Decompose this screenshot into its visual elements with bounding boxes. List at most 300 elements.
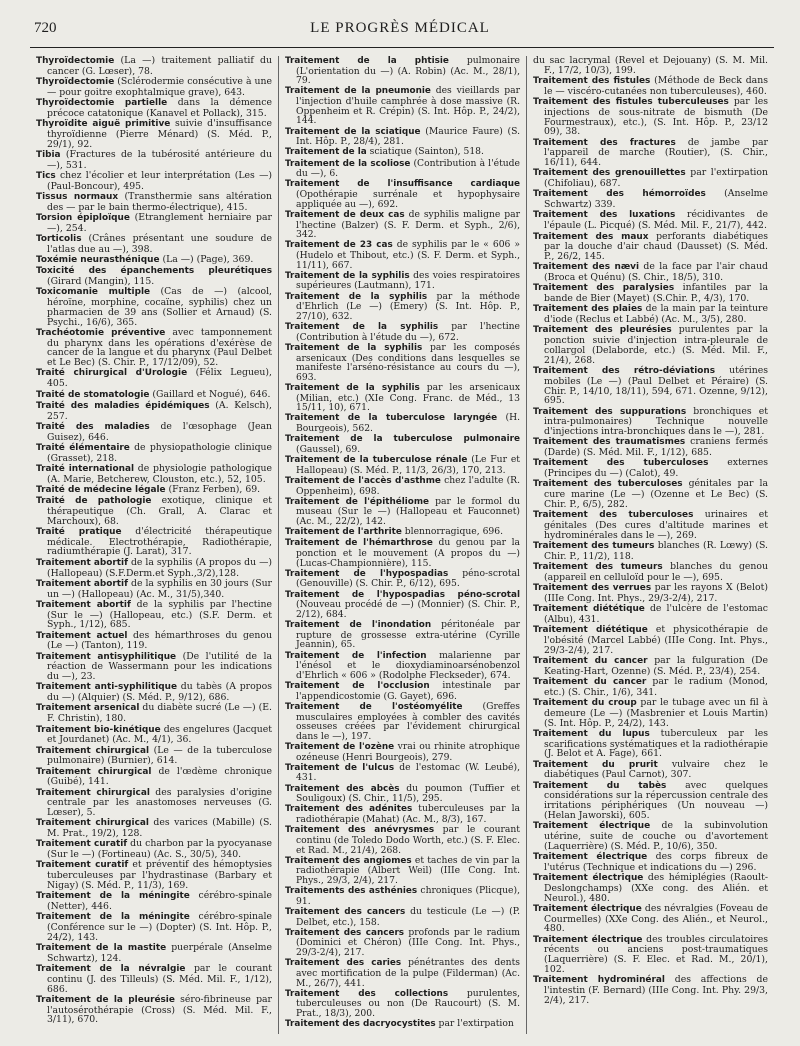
entry-heading: Traitement de la pleurésie — [36, 994, 175, 1005]
entry-heading: Thyroïdectomie partielle — [36, 98, 168, 109]
entry-text: blanches du genou (appareil en celluloïd pour le —), 695. — [544, 561, 768, 583]
entry-text: par la fulguration (De Keating-Hart, Ozenne) (S. Méd. P., 23/4), 254. — [544, 654, 769, 677]
entry-text: cérébro-spinale (Conférence sur le —) (Dopter) (S. Int. Hôp. P., 24/2), 143. — [47, 911, 272, 943]
entry-heading: Traitement des anévrysmes — [285, 825, 435, 836]
entry-text: perforants diabétiques par la douche d'air chaud (Dausset) (S. Méd. P., 26/2, 145. — [544, 230, 769, 263]
index-entry — [285, 434, 520, 454]
index-entry — [533, 541, 768, 562]
index-entry — [533, 283, 768, 304]
index-entry — [36, 788, 272, 818]
entry-heading: Traitement des pleurésies — [533, 325, 672, 336]
entry-text: (Le Fur et Hallopeau) (S. Méd. P., 11/3, 26/3), 170, 213. — [296, 454, 520, 476]
index-entry — [36, 767, 272, 788]
entry-heading: Traitement de l'hypospadias — [285, 568, 449, 579]
entry-heading: Traitement des abcès — [285, 783, 400, 794]
index-entry — [285, 620, 520, 650]
index-entry — [36, 150, 272, 171]
entry-text: du genou par la ponction et le mouvement (A propos du —) (Lucas-Championnière), 115. — [296, 537, 520, 569]
entry-heading: Traité des maladies épidémiques — [36, 400, 210, 411]
entry-heading: Traité international — [36, 463, 135, 474]
entry-text: du poumon (Tuffier et Souligoux) (S. Chir., 11/5), 295. — [296, 782, 521, 805]
entry-heading: Traitement des angiomes — [285, 855, 412, 866]
index-entry — [533, 510, 768, 540]
entry-heading: Traitement de la tuberculose pulmonaire — [285, 434, 520, 445]
entry-text: vrai ou rhinite atrophique ozéneuse (Henri Bourgeois), 279. — [296, 740, 520, 763]
index-entry — [285, 763, 520, 783]
entry-heading: Traitement des nævi — [533, 262, 640, 273]
index-entry — [533, 821, 768, 851]
entry-heading: Toxicomanie multiple — [36, 287, 151, 298]
index-entry — [533, 781, 768, 821]
entry-text: puerpérale (Anselme Schwartz), 124. — [47, 942, 272, 964]
entry-text: (Crânes présentant une soudure de l'atlas due au —), 398. — [47, 233, 272, 255]
entry-text: (Sclérodermie consécutive à une — pour goitre exophtalmique grave), 643. — [47, 76, 272, 98]
index-entry — [533, 304, 768, 325]
entry-text: chez l'écolier et leur interprétation (Les —) (Paul-Boncour), 495. — [47, 169, 272, 192]
entry-text: infantiles par la bande de Bier (Mayet) (S.Chir. P., 4/3), 170. — [544, 282, 768, 305]
index-entry — [285, 569, 520, 589]
index-entry — [285, 928, 520, 958]
entry-text: tuberculeux par les scarifications systématiques et la radiothérapie (J. Belot et A. Fage), 661. — [544, 727, 768, 760]
entry-text: de l'ulcère de l'estomac (Albu), 431. — [544, 603, 769, 625]
entry-text: pénétrantes des dents avec mortification de la pulpe (Filderman) (Ac. M., 26/7), 441. — [296, 957, 520, 989]
index-entry — [533, 437, 768, 458]
entry-text: craniens fermés (Darde) (S. Méd. Mil. F., 1/12), 685. — [544, 436, 768, 459]
page-header — [0, 0, 800, 60]
entry-text: (Contribution à l'étude du —), 6. — [296, 157, 520, 180]
entry-heading: Tics — [36, 170, 56, 181]
entry-text: (Fractures de la tubérosité antérieure du —), 531. — [47, 148, 272, 171]
index-entry — [36, 213, 272, 234]
entry-text: de la syphilis (A propos du —) (Hallopeau) (S.F.Derm.et Syph.,3/2),128. — [47, 556, 273, 579]
entry-text: cérébro-spinale (Netter), 446. — [47, 890, 272, 913]
index-entry — [36, 287, 272, 327]
entry-heading: Traitement abortif — [36, 599, 131, 610]
entry-text: péritonéale par rupture de grossesse extra-utérine (Cyrille Jeannin), 65. — [296, 619, 520, 651]
entry-heading: Traité pratique — [36, 526, 122, 537]
index-entry — [36, 77, 272, 98]
entry-text: (La —) (Page), 369. — [159, 254, 254, 266]
index-entry — [36, 652, 272, 682]
index-entry — [285, 86, 520, 126]
entry-text: par l'extirpation (Chifoliau), 687. — [544, 167, 768, 190]
index-entry — [533, 904, 768, 934]
index-entry — [533, 76, 768, 97]
entry-heading: Traitement de l'hémarthrose — [285, 538, 433, 549]
index-entry — [533, 760, 768, 781]
index-entry — [533, 479, 768, 509]
entry-heading: Traitement de l'ulcus — [285, 762, 395, 773]
index-entry — [36, 912, 272, 942]
index-entry — [533, 458, 768, 479]
index-entry — [533, 56, 768, 76]
index-entry — [285, 271, 520, 291]
entry-text: et taches de vin par la radiothérapie (Albert Weil) (IIIe Cong. Int. Phys., 29/3, 2/4), 217. — [296, 854, 520, 886]
entry-heading: Traitement des luxations — [533, 210, 676, 221]
entry-text: de la syphilis par l'hectine (Sur le —) (Hallopeau, etc.) (S.F. Derm. et Syph., 1/12), 685. — [47, 598, 273, 631]
entry-text: par le courant continu (J. des Tilleuls) (S. Méd. Mil. F., 1/12), 686. — [47, 963, 272, 995]
index-entry — [533, 262, 768, 283]
entry-heading: Toxicité des épanchements pleurétiques — [36, 266, 272, 277]
entry-heading: Traitement de l'inondation — [285, 620, 432, 631]
entry-heading: Traitement de l'accès d'asthme — [285, 475, 441, 486]
entry-text: (Transthermie sans altération des — par le bain thermo-électrique), 415. — [47, 190, 272, 213]
entry-heading: Traitement de la syphilis — [285, 291, 428, 302]
index-entry — [285, 538, 520, 568]
index-entry — [533, 852, 768, 873]
entry-heading: Traitement de l'insuffisance cardiaque — [285, 179, 520, 190]
index-entry — [36, 255, 272, 266]
entry-heading: Traitement diététique — [533, 604, 645, 615]
entry-heading: Traitement du prurit — [533, 759, 658, 770]
entry-text: de syphilis maligne par l'hectine (Balzer) (S. F. Derm. et Syph., 2/6), 342. — [296, 208, 521, 241]
entry-text: purulentes, tuberculeuses ou non (De Raucourt) (S. M. Prat., 18/3), 200. — [296, 987, 520, 1020]
entry-heading: Traitements des asthénies — [285, 886, 418, 897]
index-entry — [285, 147, 520, 158]
entry-heading: Traitement du cancer — [533, 655, 648, 666]
index-entry — [36, 266, 272, 287]
entry-text: intestinale par l'appendicostomie (G. Gayet), 696. — [296, 680, 520, 702]
entry-text: du charbon par la pyocyanase (Sur le —) (Fortineau) (Ac. S., 30/5), 340. — [47, 838, 272, 861]
entry-text: suivie d'insuffisance thyroïdienne (Pierre Ménard) (S. Méd. P., 29/1), 92. — [47, 118, 272, 150]
index-entry — [36, 839, 272, 860]
index-entry — [533, 325, 768, 365]
entry-text: du testicule (Le —) (P. Delbet, etc.), 158. — [296, 905, 520, 928]
entry-text: utérines mobiles (Le —) (Paul Delbet et Péraire) (S. Chir. P., 14/10, 18/11), 594, 671. Ozenne, 9/12), 695. — [544, 364, 769, 407]
entry-text: par les composés arsenicaux (Des conditions dans lesquelles se manifeste l'arséno-résistance au cours du —), 693. — [296, 341, 520, 383]
entry-heading: Traitement de l'hypospadias péno-scrotal — [285, 589, 520, 600]
entry-heading: Traitement des hémorroïdes — [533, 189, 706, 200]
entry-heading: Traitement de la — [285, 147, 367, 158]
entry-text: (Le — de la tuberculose pulmonaire) (Burnier), 614. — [47, 744, 272, 767]
entry-text: (Cas de —) (alcool, héroïne, morphine, cocaïne, syphilis) chez un pharmacien de 39 ans (Sollier et Arnaud) (S. Psychi., 16/6), 365. — [47, 286, 272, 328]
entry-heading: Traitement du lupus — [533, 728, 650, 739]
entry-heading: Traitement des tuberculoses — [533, 510, 694, 521]
entry-heading: Traitement de l'infection — [285, 650, 427, 661]
index-entry — [285, 825, 520, 855]
entry-text: (Nouveau procédé de —) (Monnier) (S. Chir. P., 2/12), 684. — [296, 599, 520, 620]
entry-text: (Anselme Schwartz) 339. — [544, 188, 768, 211]
entry-text: par la méthode d'Ehrlich (Le —) (Emery) (S. Int. Hôp. P., 27/10), 632. — [296, 290, 520, 322]
entry-text: des vieillards par l'injection d'huile camphrée à dose massive (R. Oppenheim et R. Crépin) (S. Int. Hôp. P., 24/2), 144. — [296, 85, 520, 127]
index-entry — [285, 413, 520, 433]
entry-heading: Traitement de la sciatique — [285, 126, 421, 137]
entry-text: par le radium (Monod, etc.) (S. Chir., 1/6), 341. — [544, 675, 769, 698]
index-entry — [533, 189, 768, 210]
entry-heading: Thyroïdectomie — [36, 77, 115, 88]
entry-heading: Traitement de la tuberculose rénale — [285, 455, 468, 466]
entry-heading: Traitement de deux cas — [285, 209, 405, 220]
entry-heading: Traitement électrique — [533, 903, 642, 914]
entry-text: pulmonaire (L'orientation du —) (A. Robin) (Ac. M., 28/1), 79. — [296, 56, 520, 87]
index-entry — [36, 964, 272, 994]
entry-heading: Traitement des tuberculoses — [533, 458, 709, 469]
entry-heading: Traitement des traumatismes — [533, 437, 686, 448]
entry-text: de l'œdème chronique (Guibé), 141. — [47, 765, 272, 788]
index-entry — [533, 168, 768, 189]
entry-heading: Traitement des maux — [533, 231, 649, 242]
index-entry — [36, 818, 272, 839]
index-entry — [533, 210, 768, 231]
entry-heading: Traitement des cancers — [285, 906, 406, 917]
index-entry — [285, 343, 520, 383]
entry-heading: Traitement de l'occlusion — [285, 681, 430, 692]
entry-heading: Traitement du croup — [533, 697, 637, 708]
index-entry — [533, 729, 768, 759]
entry-text: par le formol du museau (Sur le —) (Hallopeau et Fauconnet) (Ac. M., 22/2), 142. — [296, 495, 520, 528]
entry-text: (De l'utilité de la réaction de Wassermann pour les indications du —), 23. — [47, 650, 272, 683]
entry-heading: Traité de pathologie — [36, 496, 152, 507]
index-entry — [285, 527, 520, 538]
entry-text: de jambe par l'appareil de marche (Routier), (S. Chir., 16/11), 644. — [544, 136, 768, 169]
entry-text: (Greffes musculaires employées à combler des cavités osseuses créées par l'évidement chirurgical dans le —), 197. — [296, 700, 520, 742]
entry-heading: Traitement de la mastite — [36, 943, 167, 954]
index-entry — [36, 682, 272, 703]
index-entry — [285, 958, 520, 988]
entry-heading: Tissus normaux — [36, 191, 119, 202]
entry-text: (Méthode de Beck dans le — viscéro-cutanées non tuberculeuses), 460. — [544, 75, 768, 97]
entry-heading: Traitement chirurgical — [36, 787, 150, 798]
index-entry — [285, 886, 520, 906]
entry-text: (Opothérapie surrénale et hypophysaire appliquée au —), 692. — [296, 189, 520, 210]
entry-text: de physiologie pathologique (A. Marie, Betcherew, Clouston, etc.), 52, 105. — [47, 462, 272, 485]
entry-text: et physicothérapie de l'obésité (Marcel Labbé) (IIIe Cong. Int. Phys., 29/3-2/4), 217. — [544, 624, 769, 656]
entry-text: externes (Principes du —) (Calot), 49. — [544, 457, 768, 480]
entry-heading: Traitement de la scoliose — [285, 158, 411, 169]
index-entry — [533, 562, 768, 583]
entry-text: avec tamponnement du pharynx dans les opérations d'exérèse de cancer de la langue et du pharynx (Paul Delbet et Le Bec) (S. Chir. P., 17/12/09), 52. — [47, 326, 272, 369]
entry-heading: Traitement curatif — [36, 860, 129, 871]
index-entry — [285, 455, 520, 475]
entry-heading: Traitement bio-kinétique — [36, 724, 161, 735]
entry-text: par l'extirpation — [435, 1018, 514, 1030]
index-columns — [30, 56, 774, 1034]
index-entry — [533, 407, 768, 437]
index-entry — [36, 368, 272, 389]
index-entry — [285, 476, 520, 496]
entry-text: (Maurice Faure) (S. Int. Hôp. P., 28/4), 281. — [296, 125, 521, 148]
entry-text: urinaires et génitales (Des cures d'altitude marines et hydrominérales dans le —), 269. — [544, 509, 768, 541]
entry-text: des troubles circulatoires récents ou anciens post-traumatiques (Laquerrière) (S. F. Elec. et Rad. M., 20/1), 102. — [544, 933, 768, 975]
entry-text: chez l'adulte (R. Oppenheim), 698. — [296, 474, 520, 497]
index-entry — [36, 496, 272, 526]
entry-text: génitales par la cure marine (Le —) (Ozenne et Le Bec) (S. Chir. P., 6/5), 282. — [544, 478, 768, 510]
index-entry — [285, 702, 520, 742]
index-entry — [533, 366, 768, 406]
index-entry — [285, 240, 520, 270]
index-entry — [285, 989, 520, 1019]
index-entry — [533, 625, 768, 655]
entry-heading: Toxémie neurasthénique — [36, 255, 160, 266]
index-entry — [285, 590, 520, 620]
entry-heading: Traitement des fistules — [533, 76, 651, 87]
entry-text: de syphilis par le « 606 » (Hudelo et Thibout, etc.) (S. F. Derm. et Syph., 11/11), 667. — [296, 239, 521, 271]
index-entry — [36, 119, 272, 149]
entry-heading: Traitement chirurgical — [36, 818, 149, 829]
entry-text: des affections de l'intestin (F. Bernard) (IIIe Cong. Int. Phy. 29/3, 2/4), 217. — [544, 974, 768, 1006]
entry-text: bronchiques et intra-pulmonaires) Technique nouvelle d'injections intra-bronchiques dans le —), 281. — [544, 405, 768, 438]
entry-text: (Franz Ferben), 69. — [165, 483, 261, 495]
entry-text: par le tubage avec un fil à demeure (Le —) (Masbrenier et Louis Martin) (S. Int. Hôp. P., 24/2), 143. — [544, 696, 768, 729]
index-entry — [36, 579, 272, 600]
entry-heading: Traitement de la névralgie — [36, 964, 186, 975]
index-entry — [533, 604, 768, 625]
index-entry — [285, 907, 520, 927]
entry-text: par les rayons X (Belot) (IIIe Cong. Int. Phys., 29/3-2/4), 217. — [544, 582, 768, 604]
entry-heading: Traitement anti-syphilitique — [36, 682, 178, 693]
column-2 — [278, 56, 526, 1034]
column-1 — [30, 56, 278, 1034]
index-entry — [36, 192, 272, 213]
index-entry — [285, 497, 520, 527]
entry-text: du tabès (A propos du —) (Alquier) (S. Méd. P., 9/12), 686. — [47, 681, 273, 704]
entry-text: (H. Bourgeois), 562. — [296, 412, 521, 435]
index-entry — [36, 995, 272, 1025]
index-entry — [285, 322, 520, 342]
entry-text: de l'œsophage (Jean Guisez), 646. — [47, 420, 272, 443]
entry-text: sciatique (Sainton), 518. — [366, 146, 484, 158]
entry-heading: Traitement de la méningite — [36, 891, 190, 902]
index-entry — [285, 681, 520, 701]
entry-heading: Traitement de l'épithéliome — [285, 496, 430, 507]
entry-heading: Traitement des fistules tuberculeuses — [533, 97, 729, 108]
index-entry — [36, 390, 272, 401]
entry-heading: Traitement chirurgical — [36, 745, 150, 756]
index-entry — [36, 725, 272, 746]
entry-text: des engelures (Jacquet et Jourdanet) (Ac. M., 4/1), 36. — [47, 723, 272, 746]
entry-heading: Traitement de la phtisie — [285, 56, 449, 66]
entry-heading: Traitement de la méningite — [36, 912, 190, 923]
entry-text: blanches (R. Lœwy) (S. Chir. P., 11/2), 118. — [544, 539, 768, 562]
entry-heading: Traitement des paralysies — [533, 283, 675, 294]
entry-heading: Traitement électrique — [533, 851, 648, 862]
column-3 — [526, 56, 774, 1034]
index-entry — [285, 127, 520, 147]
entry-text: des névralgies (Foveau de Courmelles) (XXe Cong. des Alién., et Neurol., 480. — [544, 902, 768, 935]
entry-text: de la subinvolution utérine, suite de couche ou d'avortement (Laquerrière) (S. Méd. P., 10/6), 350. — [544, 820, 768, 852]
index-entry — [285, 1019, 520, 1030]
entry-text: récidivantes de l'épaule (L. Picqué) (S. Méd. Mil. F., 21/7), 442. — [544, 209, 768, 232]
entry-text: par l'hectine (Contribution à l'étude du —), 672. — [296, 321, 520, 343]
index-entry — [36, 98, 272, 119]
entry-heading: Traitement électrique — [533, 821, 651, 832]
entry-heading: Traité de médecine légale — [36, 484, 166, 495]
entry-text: de l'estomac (W. Leubé), 431. — [296, 761, 520, 784]
entry-text: tuberculeuses par la radiothérapie (Mahat) (Ac. M., 8/3), 167. — [296, 803, 520, 826]
entry-heading: Traitement des rétro-déviations — [533, 365, 716, 376]
entry-heading: Traitement de la syphilis — [285, 383, 420, 393]
index-entry — [285, 742, 520, 762]
entry-text: blennorragique, 696. — [401, 526, 504, 538]
entry-heading: Traité de stomatologie — [36, 389, 150, 400]
entry-heading: Traitement des verrues — [533, 583, 652, 594]
index-entry — [285, 856, 520, 886]
index-entry — [36, 860, 272, 890]
entry-heading: Traitement arsenical — [36, 703, 140, 714]
entry-text: de la main par la teinture d'iode (Reclus et Labbé) (Ac. M., 3/5), 280. — [544, 303, 768, 326]
entry-heading: Traitement des tuberculoses — [533, 479, 683, 490]
entry-text: (Girard (Mangin), 115. — [47, 276, 155, 288]
entry-heading: Traitement actuel — [36, 630, 128, 641]
entry-heading: Traitement des collections — [285, 988, 449, 999]
entry-heading: Traitement des suppurations — [533, 406, 687, 417]
entry-heading: Traitement des adénites — [285, 804, 413, 815]
entry-text: des hémarthroses du genou (Le —) (Tanton), 119. — [47, 629, 272, 652]
index-entry — [36, 600, 272, 630]
entry-text: du sac lacrymal (Revel et Dejouany) (S. M. Mil. F., 17/2, 10/3), 199. — [533, 56, 768, 76]
entry-heading: Traitement du tabès — [533, 780, 667, 791]
index-entry — [36, 746, 272, 767]
entry-heading: Traitement des dacryocystites — [285, 1019, 436, 1030]
entry-text: de la syphilis en 30 jours (Sur un —) (Hallopeau) (Ac. M., 31/5),340. — [47, 577, 272, 600]
entry-text: des hémiplégies (Raoult-Deslongchamps) (XXe cong. des Alién. et Neurol.), 480. — [544, 871, 768, 904]
entry-heading: Traitement de la syphilis — [285, 322, 439, 333]
entry-text: profonds par le radium (Dominici et Chéron) (IIIe Cong. Int. Phys., 29/3-2/4), 217. — [296, 926, 520, 959]
entry-text: du diabète sucré (Le —) (E. F. Christin), 180. — [47, 702, 272, 725]
page-number: 720 — [34, 20, 57, 36]
entry-heading: Traitement diététique — [533, 625, 648, 636]
index-entry — [285, 651, 520, 681]
index-entry — [533, 138, 768, 168]
index-entry — [285, 56, 520, 86]
index-entry — [36, 464, 272, 485]
index-entry — [533, 583, 768, 604]
entry-text: de physiopathologie clinique (Grasset), 218. — [47, 441, 273, 464]
index-entry — [36, 171, 272, 192]
entry-text: (Gaussel), 69. — [296, 443, 361, 455]
entry-heading: Traitement chirurgical — [36, 766, 152, 777]
entry-text: des paralysies d'origine centrale par les anastomoses nerveuses (G. Lœser), 5. — [47, 786, 272, 819]
header-rule — [30, 47, 774, 48]
entry-heading: Traitement de l'ozène — [285, 741, 395, 752]
entry-heading: Traitement abortif — [36, 578, 128, 589]
entry-text: (Etranglement herniaire par —), 254. — [47, 211, 272, 234]
entry-heading: Thyroïdectomie — [36, 56, 115, 66]
index-entry — [285, 383, 520, 413]
index-entry — [533, 873, 768, 903]
entry-text: d'électricité thérapeutique médicale. Electrothérapie, Radiothérapie, radiumthérapie (J. Larat), 317. — [47, 525, 273, 558]
journal-title: LE PROGRÈS MÉDICAL — [310, 20, 490, 36]
entry-heading: Thyroïdite aiguë primitive — [36, 119, 171, 130]
entry-heading: Traitement électrique — [533, 872, 644, 883]
entry-heading: Trachéotomie préventive — [36, 327, 166, 338]
index-entry — [36, 558, 272, 579]
entry-heading: Traitement des plaies — [533, 304, 643, 315]
entry-text: avec quelques considérations sur la répercussion centrale des irritations périphériques (Un nouveau —) (Helan Jaworski), 605. — [544, 779, 768, 821]
index-entry — [533, 656, 768, 677]
index-entry — [36, 485, 272, 496]
entry-heading: Traitement de la tuberculose laryngée — [285, 413, 498, 424]
entry-text: chroniques (Plicque), 91. — [296, 885, 520, 907]
entry-heading: Traitement de la syphilis — [285, 342, 423, 353]
entry-text: dans la démence précoce catatonique (Kanavel et Pollack), 315. — [47, 97, 272, 119]
entry-heading: Traitement de 23 cas — [285, 240, 393, 251]
index-entry — [36, 422, 272, 443]
entry-heading: Traitement de la syphilis — [285, 270, 410, 281]
entry-text: vulvaire chez le diabétiques (Paul Carnot), 307. — [544, 758, 768, 781]
entry-heading: Traitement hydrominéral — [533, 975, 665, 986]
entry-text: par les arsenicaux (Milian, etc.) (XIe Cong. Franc. de Méd., 13 15/11, 10), 671. — [296, 382, 521, 414]
index-entry — [285, 159, 520, 179]
entry-heading: Traitement antisyphilitique — [36, 651, 177, 662]
entry-heading: Traitement des tumeurs — [533, 562, 663, 573]
index-entry — [36, 527, 272, 557]
entry-heading: Traité des maladies — [36, 421, 150, 432]
index-entry — [36, 401, 272, 422]
entry-heading: Traitement des fractures — [533, 137, 676, 148]
index-entry — [36, 443, 272, 464]
entry-heading: Traitement abortif — [36, 557, 128, 568]
